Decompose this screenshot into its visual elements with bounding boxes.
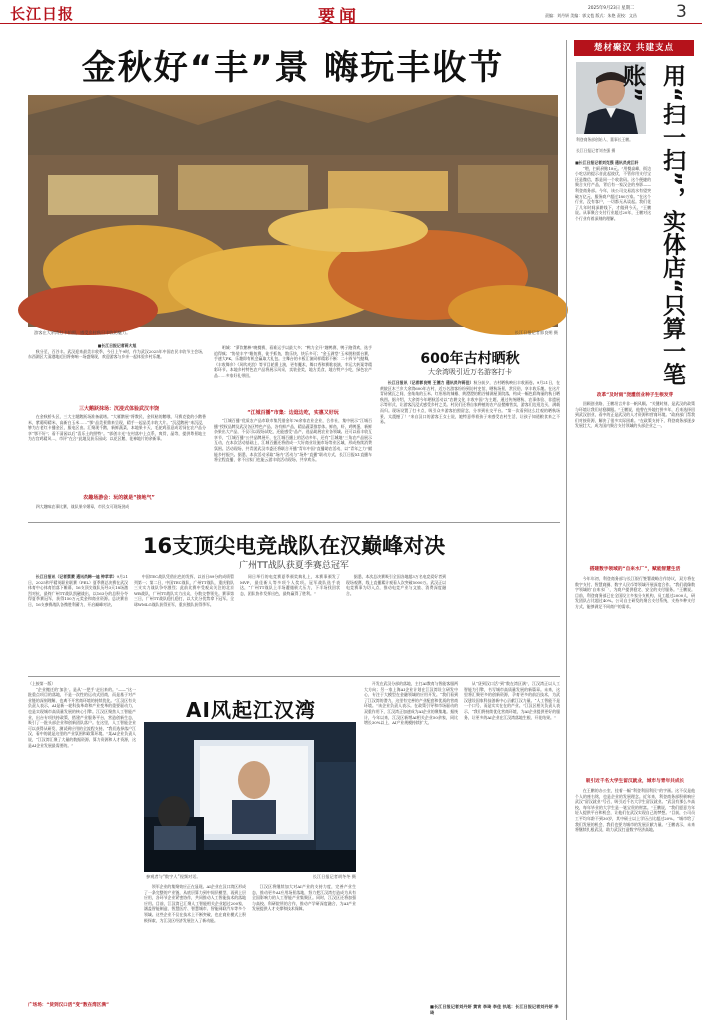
- games-col4: [346, 574, 446, 672]
- top-mid-paragraph: 明城：“萝饮鹅棒”晚餐赛，看谁运手以最大多；“鸭力全开”趣鸭赛，鸭子跑得欢，选手追得疯；“协装丰宇”瞻鱼赛，徒手抓鱼，散乐快，快乐多可；“金玉满堂”玉米脱粒擂台赛，手速大PK，乐趣即有机会赢取大礼包。主舞台的卡板汇演同样精彩不断：二十四节气抛舞，《丰收舞乡》《风吹麦浪》等节目轮番上演，更有魔术，舞口秀和赛歌表演，幸运大转案等精彩环节。本地乡村特色农产品将展示风采，卖装金奖，地方美食，地方特产小吃，绿色农产品……多家好礼带回。: [214, 345, 372, 378]
- sidebar-text1: [575, 160, 651, 388]
- sidebar-vertical-title: 用“扫一扫”，实体店“只算一笔账”: [619, 64, 685, 386]
- ai-col4: [364, 681, 458, 1019]
- sidebar-banner-label: 楚材聚汉 共建支点: [594, 43, 674, 53]
- harvest-photo: [28, 95, 558, 327]
- ai-col3-text: 江汉区将继续加大对AI产业的支持力度，完善产业生态，推动更多AI应用场景落地，努力把江汉湾打造成为具有全国影响力的人工智能产业集聚区。同时，江汉区还将加强与高校、科研院所的合作，推动产学研深度融合，为AI产业发展提供人才支撑和技术保障。: [252, 884, 356, 912]
- games-col3: [240, 574, 340, 672]
- portrait-caption: 利登商务部创始人、董事长王鹏。: [576, 137, 633, 142]
- sidebar-sub1-paragraph: 回顾创业路，王鹏坦言并非一帆风顺。“关键时刻，是武汉的政策与环境让我们站稳脚跟。”王鹏说，他曾在外地打拼多年，后来选择回到武汉创业，看中的正是武汉的人才资源和营商环境。“政府部门帮我们对接资源，解决了很多实际困难。”在政策支持下，利登商务部逐步发展壮大，成为国内聚合支付领域的头部企业之一。: [575, 401, 695, 429]
- divider-top: [28, 522, 560, 523]
- ai-col2-text: 领军企业的集聚效应正在显现。AI企业在汉口湾区形成了一条完整的产业链，从底层算力到中间层模型，再到上层应用，各环节企业紧密协作，共同推动人工智能技术的落地应用。目前，江汉湾已汇聚人工智能相关企业超过200家，涵盖智能制造、智慧医疗、智慧城市、智能网联汽车等多个领域。这些企业不仅在技术上不断突破，也在商业模式上积极探索，为江汉区经济发展注入了新动能。: [144, 884, 246, 923]
- games-text3: 同日举行的电竞赛夏季颁奖典礼上，本赛事颁发了MVP，最佳新人等多项个人奖项。冠军战队选手表达，“广州TT战队上半场遭遇极大压力，下半场找回状态，团队协作发挥出色，最终赢得了胜利。”: [240, 574, 340, 596]
- village-subtitle: 大余湾吸引近万名游客打卡: [428, 368, 512, 376]
- ai-col1-text: “企业搬迁的‘加法’。是从‘一把手’走出来的。”——“这一批重点项目的落地，不是一次性的运动式招商，而是基于对产业链的深刻理解，也离不开营商环境的持续优化。”江汉区有关负责人表示，AI是新一轮科技革命和产业变革的重要驱动力，也是实现城市高质量发展的核心引擎。江汉区聚焦人工智能产业，出台专项扶持政策，搭建产业服务平台，营造创新生态，吸引了一批头部企业和创新团队落户。在这里，人工智能企业可以获得从研发、测试到应用的全流程支持。“我们选择落户江汉，看中的就是这里的产业氛围和政策环境。”某AI企业负责人说，“江汉湾汇聚了大量的数据资源、算力资源和人才资源，这是AI企业发展最需要的。”: [28, 686, 136, 748]
- top-sub3: “江城百播”市集：边逛边吃，实惠又好玩: [247, 410, 339, 416]
- top-sub3-paragraph: “江城百播”优质农产品市联市集凭借金年76余家农业企业，合作社，集中展示“江城百播”授权品牌及武汉各区特色产品，各有鲜产品，精品蔬菜推荐体。鲜鱼，虾，鸡鸭蛋，新鲜杂果出大产品，不仅可以现场试吃，还能感受”品产，选品助展农业各领域。还可以看丰收互享节，“江城百播”公共品牌展开，在江城百播上的活动多年，还有“江城地”三角农产品展示互动，在本次活动基础上，江城百播还将借成一大好商业设施市场等业区域，形成持续消费氛围。活动现场，共青团武汉市委还将联合开播“青年中国”直播助农活动，以“青年之力”赋能乡村振兴。据悉，本次活动采取“场内”活动与“场外”直播“联动方式，长江日报X1直播车将全程直播，你不出家门也能云游丰收活动现场，共享欢乐。: [214, 418, 372, 463]
- village-byline: 长江日报讯（记者郭良朔 王德力 通讯员许蒋佳）: [387, 380, 474, 385]
- issue-date: 2025年9月23日 星期二: [588, 6, 635, 11]
- divider-mid: [28, 676, 560, 677]
- games-col2: [134, 574, 234, 672]
- masthead: [0, 0, 702, 27]
- sidebar-sub3-paragraph: 在王鹏的办公室，挂着一幅“利登利国利民”的字画。这不仅是他个人的座右铭，也是企业的发展理念。近年来，利登商务部积极响应武汉“留汉就业”号召，吸引近千名大学生留汉就业。“武汉有那么多高校，每年毕业的大学生是一笔宝贵的财富。”王鹏说，“我们愿意为年轻人提供平台和机会，让他们在武汉实现自己的梦想。”目前，公司员工平均年龄不到30岁，其中硕士以上学历占比超过20%。“城市给了我们发展的机会，我们也要为城市的发展贡献力量。”王鹏表示，未来将继续扎根武汉，助力武汉打造数字经济高地。: [575, 788, 695, 833]
- top-sub3-text: [214, 418, 372, 520]
- top-lead-text: 秋分至，百谷丰。武汉迎来最美丰收季，今日上午9时，作为武汉2025年中国农民丰收节主会场，东西湖区大清港地近田将奏响一场盛聚现，欢迎游客与乡亲一起体验乡村乐趣。: [28, 348, 206, 360]
- ai-col5: [464, 681, 560, 1003]
- ai-col2: [144, 884, 246, 1018]
- page-number: 3: [676, 2, 687, 22]
- games-headline: 16支顶尖电竞战队在汉巅峰对决: [142, 534, 446, 558]
- top-sub2: 农趣场游会：玩的就是“接地气”: [83, 495, 155, 501]
- harvest-photo-credit: 长江日报记者郭良朔 摄: [514, 330, 558, 335]
- village-paragraph: 秋分前夕，古村晒秋映出丰收画卷。9月21日，在黄陂区木兰乡大余湾600年古村，近万名游客纷纷到访村史馆，晒秋场景，赏民俗，享丰收乐趣。在这片青砖黛瓦之间，金灿灿的玉米、红彤彤的辣椒、黄澄澄的稻谷铺满屋顶院落，构成一幅色彩绚丽的秋日晒秋图。据介绍，大余湾今年晒秋活动以“农耕文化 丰收中国”为主题，通过传统晒秋、农事体验、非遗展示等形式，让游客沉浸式感受乡村之美。村民们还将自家种植的农产品摆摊售卖，游客们边逛边买，满载而归。现场设置了打卡点，吸引众多游客拍照留念，分享到社交平台。“第一次看到这么壮观的晒秋场景，太震撼了！”来自汉口的游客王女士说，她特意带着孩子来感受农村生活，让孩子知道粮食来之不易。: [380, 380, 560, 425]
- sidebar-sub2-paragraph: 今年年初，利登商务部与长江银行签署战略合作协议，双方将在数字支付、智慧商圈、数字人民币等领域开展深度合作。“我们就像数字领域的‘自来水厂’，为商户提供稳定、安全的支付服务。”王鹏说。目前，利登商务部已在全国设立多家分支机构，员工超过2000人，研发团队占比超过40%。公司自主研发的聚合支付系统，支持多种支付方式，能够满足不同商户的需求。: [575, 576, 695, 609]
- sidebar-sub2: 搭建数字领域的“自来水厂”，赋能智慧生活: [589, 567, 681, 572]
- top-sub1-paragraph: 在金秋桥头区，三大主题鹅跃场准备就绪。“大雁鹅展”将教民，金钗粘的鹅哦、马赛克瓷的小鹅香米，紫葡萄精米，高新白玉米……“鄂”品美景鼎来呈现，精手一起品美丰收大片。“沉浸鹅展”来沉浸，够为古老红卡播金区，服电区由。汇聚现千鹅，新鲜蔬菜，本地果卡天，毛驼鸡蒸意成话饲在农户品分享“鄂不好”；看不清园以后“喜乐土的照特”。“郭创丰光”在村落中上点系，爽骨，晶等，提供粤景地主为古宫鸡精风…，市评“在合”此地及获乐园成；以花区鹅，花神地片的余新事。: [28, 414, 206, 442]
- sidebar-sub1-text: [575, 401, 695, 563]
- ai-col4-text: 开发在武汉分部的落地，主打AI教育与智能客服两大方向；另一家上海AI企业计划在江汉湾设立研发中心，专注于大模型在金融领域的应用开发。“我们看到了江汉湾的潜力，这里有完善的产业配套和优质的营商环境。”该企业负责人表示。在政策引导和市场驱动的双重作用下，江汉湾正加速成为AI企业的聚集地。据统计，今年以来，江汉区新增AI相关企业50余家，同比增长30%以上，AI产业规模持续扩大。: [364, 681, 458, 726]
- editors-line: 责编：刘丹妍 美编：郭文苞 版式：朱艳 责校：文昌: [545, 13, 637, 18]
- ai-credit: ■长江日报记者刘丹妍 黄宵 李琦 李佳 执笔：长江日报记者刘丹妍 李琦: [430, 1004, 559, 1015]
- section-title: 要闻: [318, 7, 360, 27]
- ai-col5-text: 从“货到汉口活”到“数在湾区满”，江汉湾正以人工智能为引擎，书写城市高质量发展的新篇章。未来，这里将汇聚更多的创新资源，孕育更多的前沿技术，为武汉建设国家科技创新中心贡献江汉力量。“人工智能不是一个口号，而是实实在在的产业。”江汉区相关负责人表示，“我们将持续优化营商环境，为AI企业提供更好的服务，让更多的AI企业在江汉湾落地生根、开花结果。”: [464, 681, 560, 720]
- games-byline: 长江日报讯（记者蔡蒙 通讯员韩一迪 钟苹苹）: [35, 574, 117, 579]
- games-subhead: 广州TT战队获夏季赛总冠军: [239, 561, 349, 571]
- sidebar-sub3: 吸引近千名大学生留汉就业，城市与青年共成长: [585, 779, 685, 784]
- top-lead-byline: ■长江日报记者蒋大旭: [97, 343, 137, 348]
- top-lead: [28, 343, 206, 393]
- sidebar-banner: [574, 40, 694, 56]
- village-title: 600年古村晒秋: [420, 351, 520, 367]
- divider-sidebar: [566, 40, 567, 1020]
- ai-photo-caption: 参观者与“数字人”视频对话。: [146, 874, 201, 879]
- village-text: [380, 380, 560, 520]
- games-text4: 据悉，本次总决赛吸引全国各地超3万名电竞爱好者到现场观赛，线上直播累计观看人次突破5000万。武汉正以电竞赛事为切入点，推动电竞产业与文旅、消费深度融合。: [346, 574, 446, 596]
- sidebar-sub2-text: [575, 576, 695, 776]
- sidebar-byline: ■长江日报记者刘克强 通讯员虎江轩: [575, 160, 639, 165]
- games-text1: 9月21日，2025和平精英职业联赛（PEL）夏季赛总决赛在武汉体育中心体育馆落下帷幕，16支顶尖战队历经3天18场激烈对抗，最终广州TT战队凯磁战出，以163分的总积分夺得夏季赛冠军，获得150万元奖金和商业资源。总决赛首日，16支参赛战队各携胜利蓄力，开启巅峰对决。: [28, 574, 128, 607]
- ai-col1-sub: 广场场：“货到汉口活”变“数在湾区满”: [28, 1003, 109, 1008]
- newspaper-logo: 长江日报: [10, 5, 75, 23]
- games-col1: [28, 574, 128, 672]
- ai-headline: AI风起江汉湾: [186, 698, 316, 722]
- sidebar-paragraph1: “喂，扫码到账18元。”用餐高峰，街边小吃店的提示音此起彼伏，不管你用支付宝还是微信，都是同一个收款码。这个便捷的聚合支付产品，背后有一家汉企的身影——利登商务部。今年，该公司交易流水有望突破万亿元，服务商户超过180万家。“在这个行业，没有客户，一切都无从谈起。我们花了几年时间深耕线下，才做到今天。”王鹏说。从事聚合支付行业超过20年，王鹏对这个行业有着深刻的理解。: [575, 165, 651, 221]
- games-text2: 中国TEC战队凭借出色的发挥，以首日89分的成绩暂列第一；第二日，中国TEC战队，广州TT战队，重庆狼队三支实力战队争夺激烈；此前比赛中受观众关注的北京WB战队，广州TT战队实力出众，分数交替领先。赛事第三日，广州TT战队稳扎稳打，以大比分优势拿下冠军。全球WMLG战队获得亚军，重庆狼队获得季军。: [134, 574, 234, 607]
- top-sub2-text: [28, 504, 206, 520]
- sidebar-sub1: 改革“及时雨”浇灌创业种子生根发芽: [596, 393, 674, 398]
- portrait-credit: 长江日报记者刘杰强 摄: [576, 148, 616, 153]
- harvest-photo-caption: 游客在大余湾打卡拍照，感受乡村秋日丰收的魅力。: [34, 330, 131, 335]
- ai-col1-head: （上接第一版）: [28, 681, 56, 686]
- sidebar-sub3-text: [575, 788, 695, 1016]
- ai-photo: [144, 722, 356, 872]
- top-sub2-paragraph: 四大趣味农事比赛，战队果辛婚章，市民女可现场劲成: [35, 504, 130, 509]
- top-mid-text: [214, 345, 372, 405]
- top-headline: 金秋好“丰”景 嗨玩丰收节: [81, 48, 505, 88]
- ai-col1: [28, 681, 136, 999]
- ai-col3: [252, 884, 356, 1018]
- top-sub1-text: [28, 414, 206, 492]
- harvest-photo-illustration: [28, 95, 558, 327]
- ai-photo-credit: 长江日报记者胡冬冬 摄: [312, 874, 356, 879]
- top-sub1: 三大鹅跃抹场：沉浸式体验武汉丰饶: [78, 406, 159, 412]
- ai-photo-illustration: [144, 722, 356, 872]
